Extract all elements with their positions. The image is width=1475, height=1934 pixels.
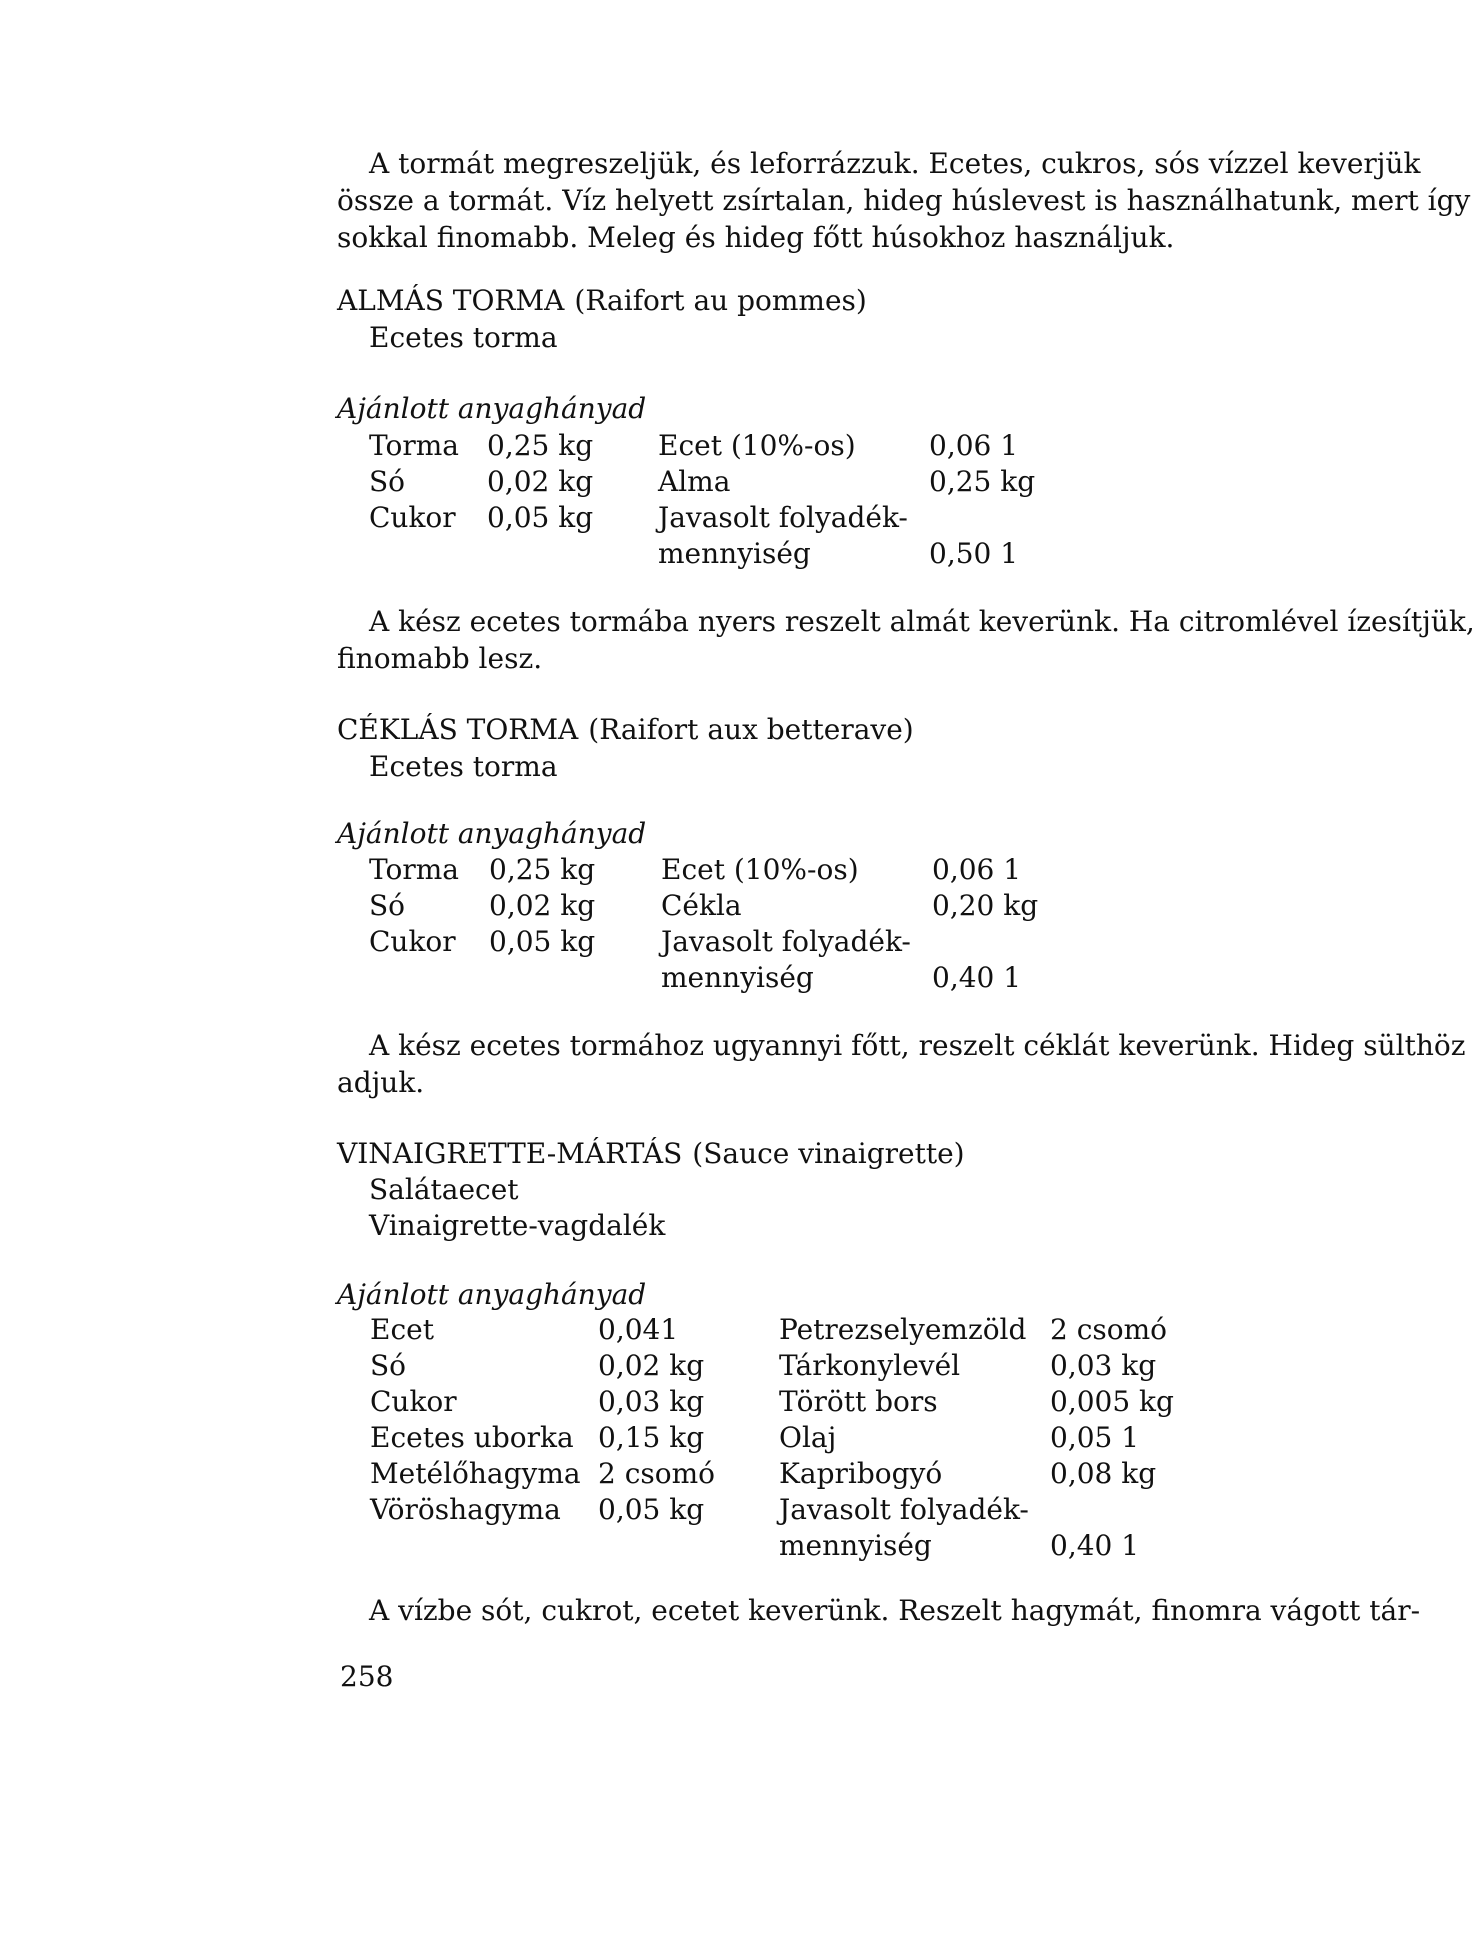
ingredient-qty: 0,05 1 [1050, 1421, 1140, 1454]
ingredient-row [370, 1348, 1200, 1384]
ingredient-qty: 0,40 1 [1050, 1529, 1140, 1562]
ingredient-name: Javasolt folyadék- [658, 501, 908, 534]
ingredient-name: Vöröshagyma [370, 1493, 561, 1526]
ingredient-name: Olaj [779, 1421, 837, 1454]
text-line: A vízbe sót, cukrot, ecetet keverünk. Reszelt hagymát, finomra vágott tár- [369, 1594, 1421, 1627]
ingredient-name: Ecet [370, 1313, 434, 1346]
ingredients-table [369, 852, 1069, 996]
ingredient-name: mennyiség [661, 961, 814, 994]
ingredients-label: Ajánlott anyaghányad [337, 817, 647, 850]
ingredients-label: Ajánlott anyaghányad [337, 1278, 647, 1311]
ingredient-name: Metélőhagyma [370, 1457, 581, 1490]
ingredient-qty: 0,25 kg [487, 429, 594, 462]
text-line: sokkal finomabb. Meleg és hideg főtt húsokhoz használjuk. [337, 221, 1175, 254]
ingredient-qty: 0,02 kg [489, 889, 596, 922]
method-paragraph [337, 603, 1475, 677]
text-line: adjuk. [337, 1066, 425, 1099]
ingredients-table [369, 428, 1069, 572]
ingredient-qty: 0,25 kg [489, 853, 596, 886]
ingredient-name: Tárkonylevél [779, 1349, 961, 1382]
ingredient-name: Kapribogyó [779, 1457, 943, 1490]
ingredient-name: Javasolt folyadék- [779, 1493, 1029, 1526]
ingredient-name: Javasolt folyadék- [661, 925, 911, 958]
ingredient-name: Cukor [370, 1385, 457, 1418]
ingredient-qty: 0,40 1 [932, 961, 1022, 994]
ingredient-qty: 0,05 kg [487, 501, 594, 534]
ingredient-row [369, 852, 1069, 888]
recipe-alt-name: Ecetes torma [369, 321, 558, 354]
ingredient-name: Törött bors [779, 1385, 938, 1418]
ingredient-qty: 0,20 kg [932, 889, 1039, 922]
ingredient-qty: 0,50 1 [929, 537, 1019, 570]
recipe-title: ALMÁS TORMA [337, 284, 565, 317]
ingredient-qty: 0,05 kg [489, 925, 596, 958]
recipe-title: CÉKLÁS TORMA [337, 713, 579, 746]
ingredient-name: mennyiség [658, 537, 811, 570]
method-paragraph [337, 1027, 1466, 1101]
text-line: A kész ecetes tormába nyers reszelt almát keverünk. Ha citromlével ízesítjük, [369, 605, 1475, 638]
ingredient-name: Ecet (10%-os) [661, 853, 859, 886]
recipe-heading [337, 1135, 965, 1172]
ingredients-table [370, 1312, 1200, 1564]
ingredient-row [370, 1528, 1200, 1564]
ingredient-qty: 0,041 [598, 1313, 679, 1346]
ingredient-row [370, 1492, 1200, 1528]
recipe-heading [337, 711, 914, 748]
ingredient-name: Só [369, 889, 406, 922]
ingredient-qty: 0,05 kg [598, 1493, 705, 1526]
recipe-title: VINAIGRETTE-MÁRTÁS [337, 1137, 683, 1170]
ingredient-name: Torma [369, 853, 459, 886]
ingredient-qty: 0,005 kg [1050, 1385, 1174, 1418]
ingredient-qty: 0,02 kg [598, 1349, 705, 1382]
ingredient-qty: 0,03 kg [598, 1385, 705, 1418]
ingredient-qty: 0,06 1 [932, 853, 1022, 886]
ingredient-name: Petrezselyemzöld [779, 1313, 1027, 1346]
ingredient-row [369, 888, 1069, 924]
ingredient-row [370, 1456, 1200, 1492]
ingredient-name: Só [369, 465, 406, 498]
recipe-alt-name: Vinaigrette-vagdalék [369, 1209, 666, 1242]
ingredient-row [369, 960, 1069, 996]
text-line: össze a tormát. Víz helyett zsírtalan, hideg húslevest is használhatunk, mert így [337, 184, 1471, 217]
ingredient-name: Só [370, 1349, 407, 1382]
ingredients-label: Ajánlott anyaghányad [337, 392, 647, 425]
ingredient-name: Cékla [661, 889, 742, 922]
ingredient-row [369, 924, 1069, 960]
ingredient-qty: 2 csomó [598, 1457, 716, 1490]
ingredient-row [369, 500, 1069, 536]
text-line: A tormát megreszeljük, és leforrázzuk. Ecetes, cukros, sós vízzel keverjük [369, 147, 1421, 180]
page-number: 258 [340, 1660, 394, 1693]
recipe-alt-name: Salátaecet [369, 1173, 519, 1206]
text-line: finomabb lesz. [337, 642, 543, 675]
recipe-alt-name: Ecetes torma [369, 750, 558, 783]
ingredient-qty: 0,03 kg [1050, 1349, 1157, 1382]
ingredient-row [370, 1384, 1200, 1420]
ingredient-qty: 0,02 kg [487, 465, 594, 498]
ingredient-row [369, 464, 1069, 500]
method-paragraph [337, 1592, 1421, 1629]
recipe-heading [337, 282, 867, 319]
ingredient-row [369, 428, 1069, 464]
recipe-subtitle: (Raifort au pommes) [574, 284, 867, 317]
intro-paragraph [337, 145, 1471, 256]
ingredient-qty: 0,06 1 [929, 429, 1019, 462]
ingredient-row [369, 536, 1069, 572]
ingredient-name: Alma [658, 465, 731, 498]
ingredient-name: Cukor [369, 501, 456, 534]
ingredient-name: Torma [369, 429, 459, 462]
ingredient-name: Ecetes uborka [370, 1421, 574, 1454]
recipe-subtitle: (Raifort aux betterave) [588, 713, 914, 746]
ingredient-qty: 0,15 kg [598, 1421, 705, 1454]
ingredient-name: Ecet (10%-os) [658, 429, 856, 462]
ingredient-qty: 0,08 kg [1050, 1457, 1157, 1490]
ingredient-qty: 0,25 kg [929, 465, 1036, 498]
recipe-subtitle: (Sauce vinaigrette) [692, 1137, 965, 1170]
text-line: A kész ecetes tormához ugyannyi főtt, reszelt céklát keverünk. Hideg sülthöz [369, 1029, 1466, 1062]
ingredient-row [370, 1312, 1200, 1348]
ingredient-name: Cukor [369, 925, 456, 958]
ingredient-row [370, 1420, 1200, 1456]
ingredient-name: mennyiség [779, 1529, 932, 1562]
ingredient-qty: 2 csomó [1050, 1313, 1168, 1346]
